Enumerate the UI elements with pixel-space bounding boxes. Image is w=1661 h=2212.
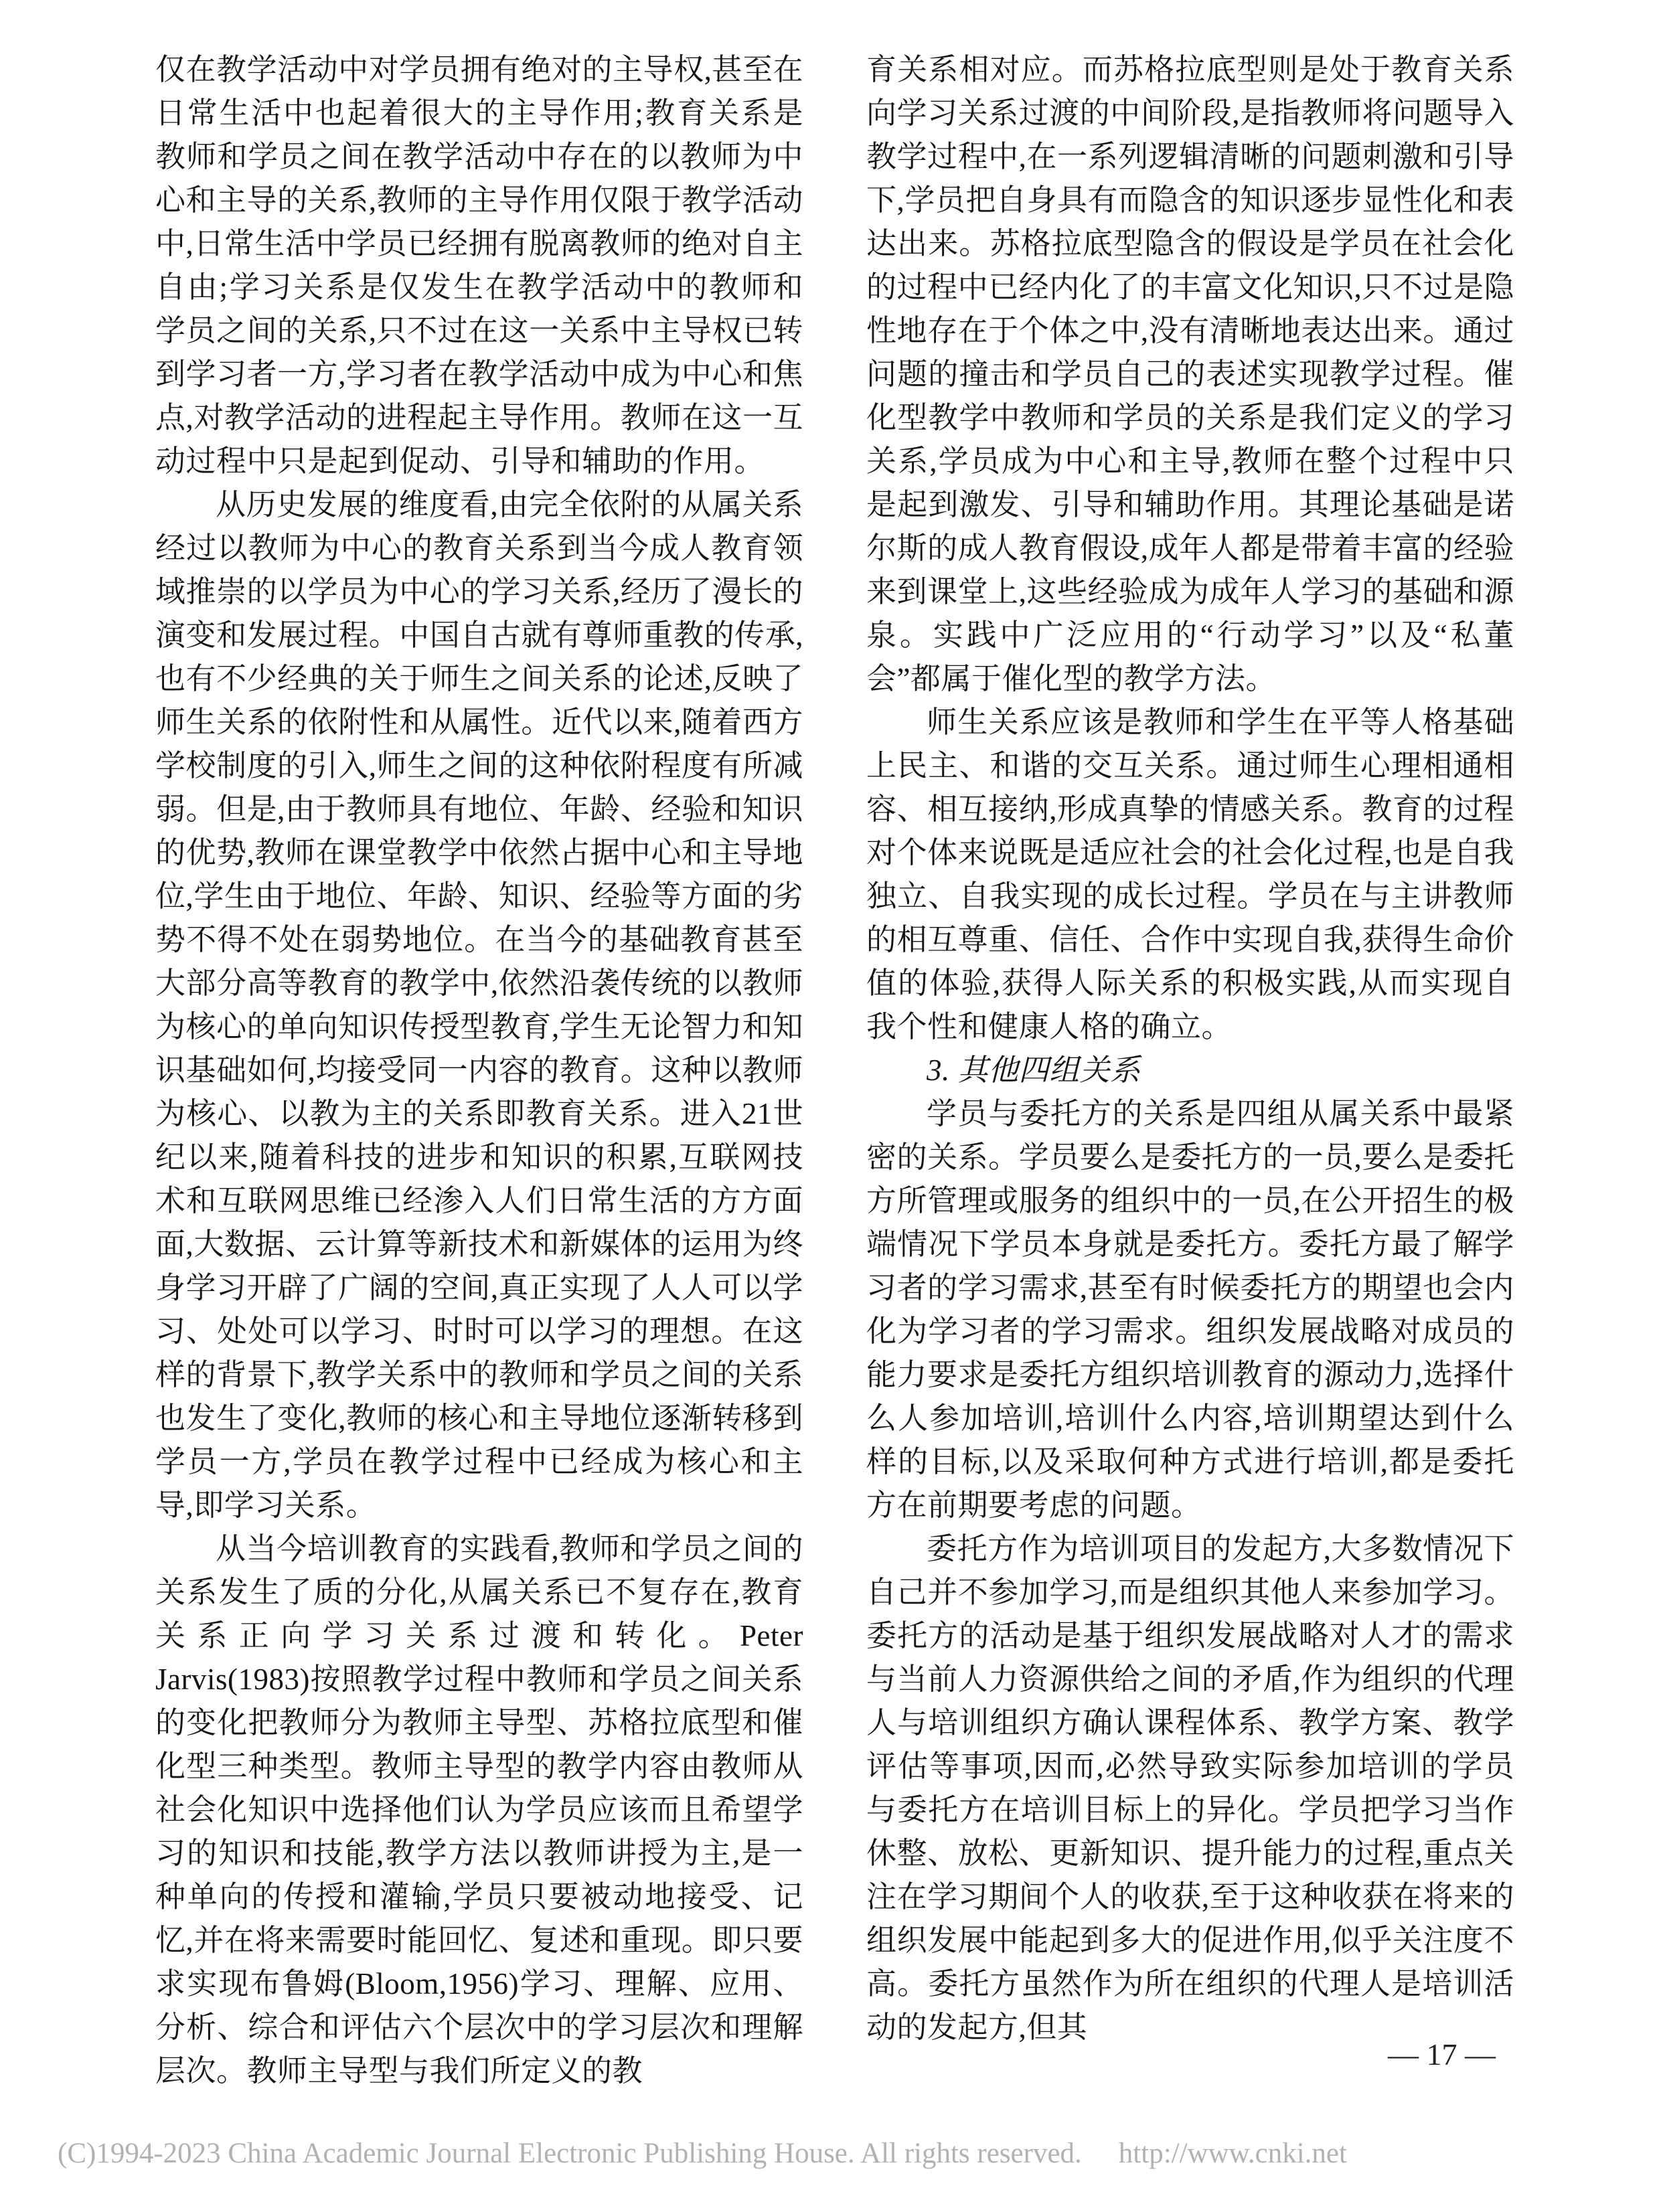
body-paragraph: 师生关系应该是教师和学生在平等人格基础上民主、和谐的交互关系。通过师生心理相通相容、相互接纳,形成真挚的情感关系。教育的过程对个体来说既是适应社会的社会化过程,也是自我独立、自我实现的成长过程。学员在与主讲教师的相互尊重、信任、合作中实现自我,获得生命价值的体验,获得人际关系的积极实践,从而实现自我个性和健康人格的确立。 (866, 705, 1514, 1043)
right-text-column (866, 48, 1514, 2049)
body-paragraph: 从历史发展的维度看,由完全依附的从属关系经过以教师为中心的教育关系到当今成人教育领域推崇的以学员为中心的学习关系,经历了漫长的演变和发展过程。中国自古就有尊师重教的传承,也有不少经典的关于师生之间关系的论述,反映了师生关系的依附性和从属性。近代以来,随着西方学校制度的引入,师生之间的这种依附程度有所减弱。但是,由于教师具有地位、年龄、经验和知识的优势,教师在课堂教学中依然占据中心和主导地位,学生由于地位、年龄、知识、经验等方面的劣势不得不处在弱势地位。在当今的基础教育甚至大部分高等教育的教学中,依然沿袭传统的以教师为核心的单向知识传授型教育,学生无论智力和知识基础如何,均接受同一内容的教育。这种以教师为核心、以教为主的关系即教育关系。进入21世纪以来,随着科技的进步和知识的积累,互联网技术和互联网思维已经渗入人们日常生活的方方面面,大数据、云计算等新技术和新媒体的运用为终身学习开辟了广阔的空间,真正实现了人人可以学习、处处可以学习、时时可以学习的理想。在这样的背景下,教学关系中的教师和学员之间的关系也发生了变化,教师的核心和主导地位逐渐转移到学员一方,学员在教学过程中已经成为核心和主导,即学习关系。 (155, 488, 803, 1522)
body-paragraph: 委托方作为培训项目的发起方,大多数情况下自己并不参加学习,而是组织其他人来参加学习。委托方的活动是基于组织发展战略对人才的需求与当前人力资源供给之间的矛盾,作为组织的代理人与培训组织方确认课程体系、教学方案、教学评估等事项,因而,必然导致实际参加培训的学员与委托方在培训目标上的异化。学员把学习当作休整、放松、更新知识、提升能力的过程,重点关注在学习期间个人的收获,至于这种收获在将来的组织发展中能起到多大的促进作用,似乎关注度不高。委托方虽然作为所在组织的代理人是培训活动的发起方,但其 (866, 1532, 1514, 2044)
body-paragraph: 从当今培训教育的实践看,教师和学员之间的关系发生了质的分化,从属关系已不复存在,教育关系正向学习关系过渡和转化。Peter Jarvis(1983)按照教学过程中教师和学员之间关系的变化把教师分为教师主导型、苏格拉底型和催化型三种类型。教师主导型的教学内容由教师从社会化知识中选择他们认为学员应该而且希望学习的知识和技能,教学方法以教师讲授为主,是一种单向的传授和灌输,学员只要被动地接受、记忆,并在将来需要时能回忆、复述和重现。即只要求实现布鲁姆(Bloom,1956)学习、理解、应用、分析、综合和评估六个层次中的学习层次和理解层次。教师主导型与我们所定义的教 (155, 1532, 803, 2088)
footer-copyright: (C)1994-2023 China Academic Journal Electronic Publishing House. All rights reserved. (58, 2138, 1082, 2169)
section-heading: 3. 其他四组关系 (927, 1053, 1141, 1087)
left-text-column (155, 48, 803, 2093)
body-paragraph: 学员与委托方的关系是四组从属关系中最紧密的关系。学员要么是委托方的一员,要么是委托方所管理或服务的组织中的一员,在公开招生的极端情况下学员本身就是委托方。委托方最了解学习者的学习需求,甚至有时候委托方的期望也会内化为学习者的学习需求。组织发展战略对成员的能力要求是委托方组织培训教育的源动力,选择什么人参加培训,培训什么内容,培训期望达到什么样的目标,以及采取何种方式进行培训,都是委托方在前期要考虑的问题。 (866, 1097, 1514, 1522)
body-paragraph: 育关系相对应。而苏格拉底型则是处于教育关系向学习关系过渡的中间阶段,是指教师将问题导入教学过程中,在一系列逻辑清晰的问题刺激和引导下,学员把自身具有而隐含的知识逐步显性化和表达出来。苏格拉底型隐含的假设是学员在社会化的过程中已经内化了的丰富文化知识,只不过是隐性地存在于个体之中,没有清晰地表达出来。通过问题的撞击和学员自己的表述实现教学过程。催化型教学中教师和学员的关系是我们定义的学习关系,学员成为中心和主导,教师在整个过程中只是起到激发、引导和辅助作用。其理论基础是诺尔斯的成人教育假设,成年人都是带着丰富的经验来到课堂上,这些经验成为成年人学习的基础和源泉。实践中广泛应用的“行动学习”以及“私董会”都属于催化型的教学方法。 (866, 53, 1514, 695)
page-number: — 17 — (1388, 2037, 1496, 2071)
footer-watermark (58, 2136, 1604, 2171)
body-paragraph: 仅在教学活动中对学员拥有绝对的主导权,甚至在日常生活中也起着很大的主导作用;教育关系是教师和学员之间在教学活动中存在的以教师为中心和主导的关系,教师的主导作用仅限于教学活动中,日常生活中学员已经拥有脱离教师的绝对自主自由;学习关系是仅发生在教学活动中的教师和学员之间的关系,只不过在这一关系中主导权已转到学习者一方,学习者在教学活动中成为中心和焦点,对教学活动的进程起主导作用。教师在这一互动过程中只是起到促动、引导和辅助的作用。 (155, 53, 803, 478)
footer-url: http://www.cnki.net (1118, 2138, 1347, 2169)
